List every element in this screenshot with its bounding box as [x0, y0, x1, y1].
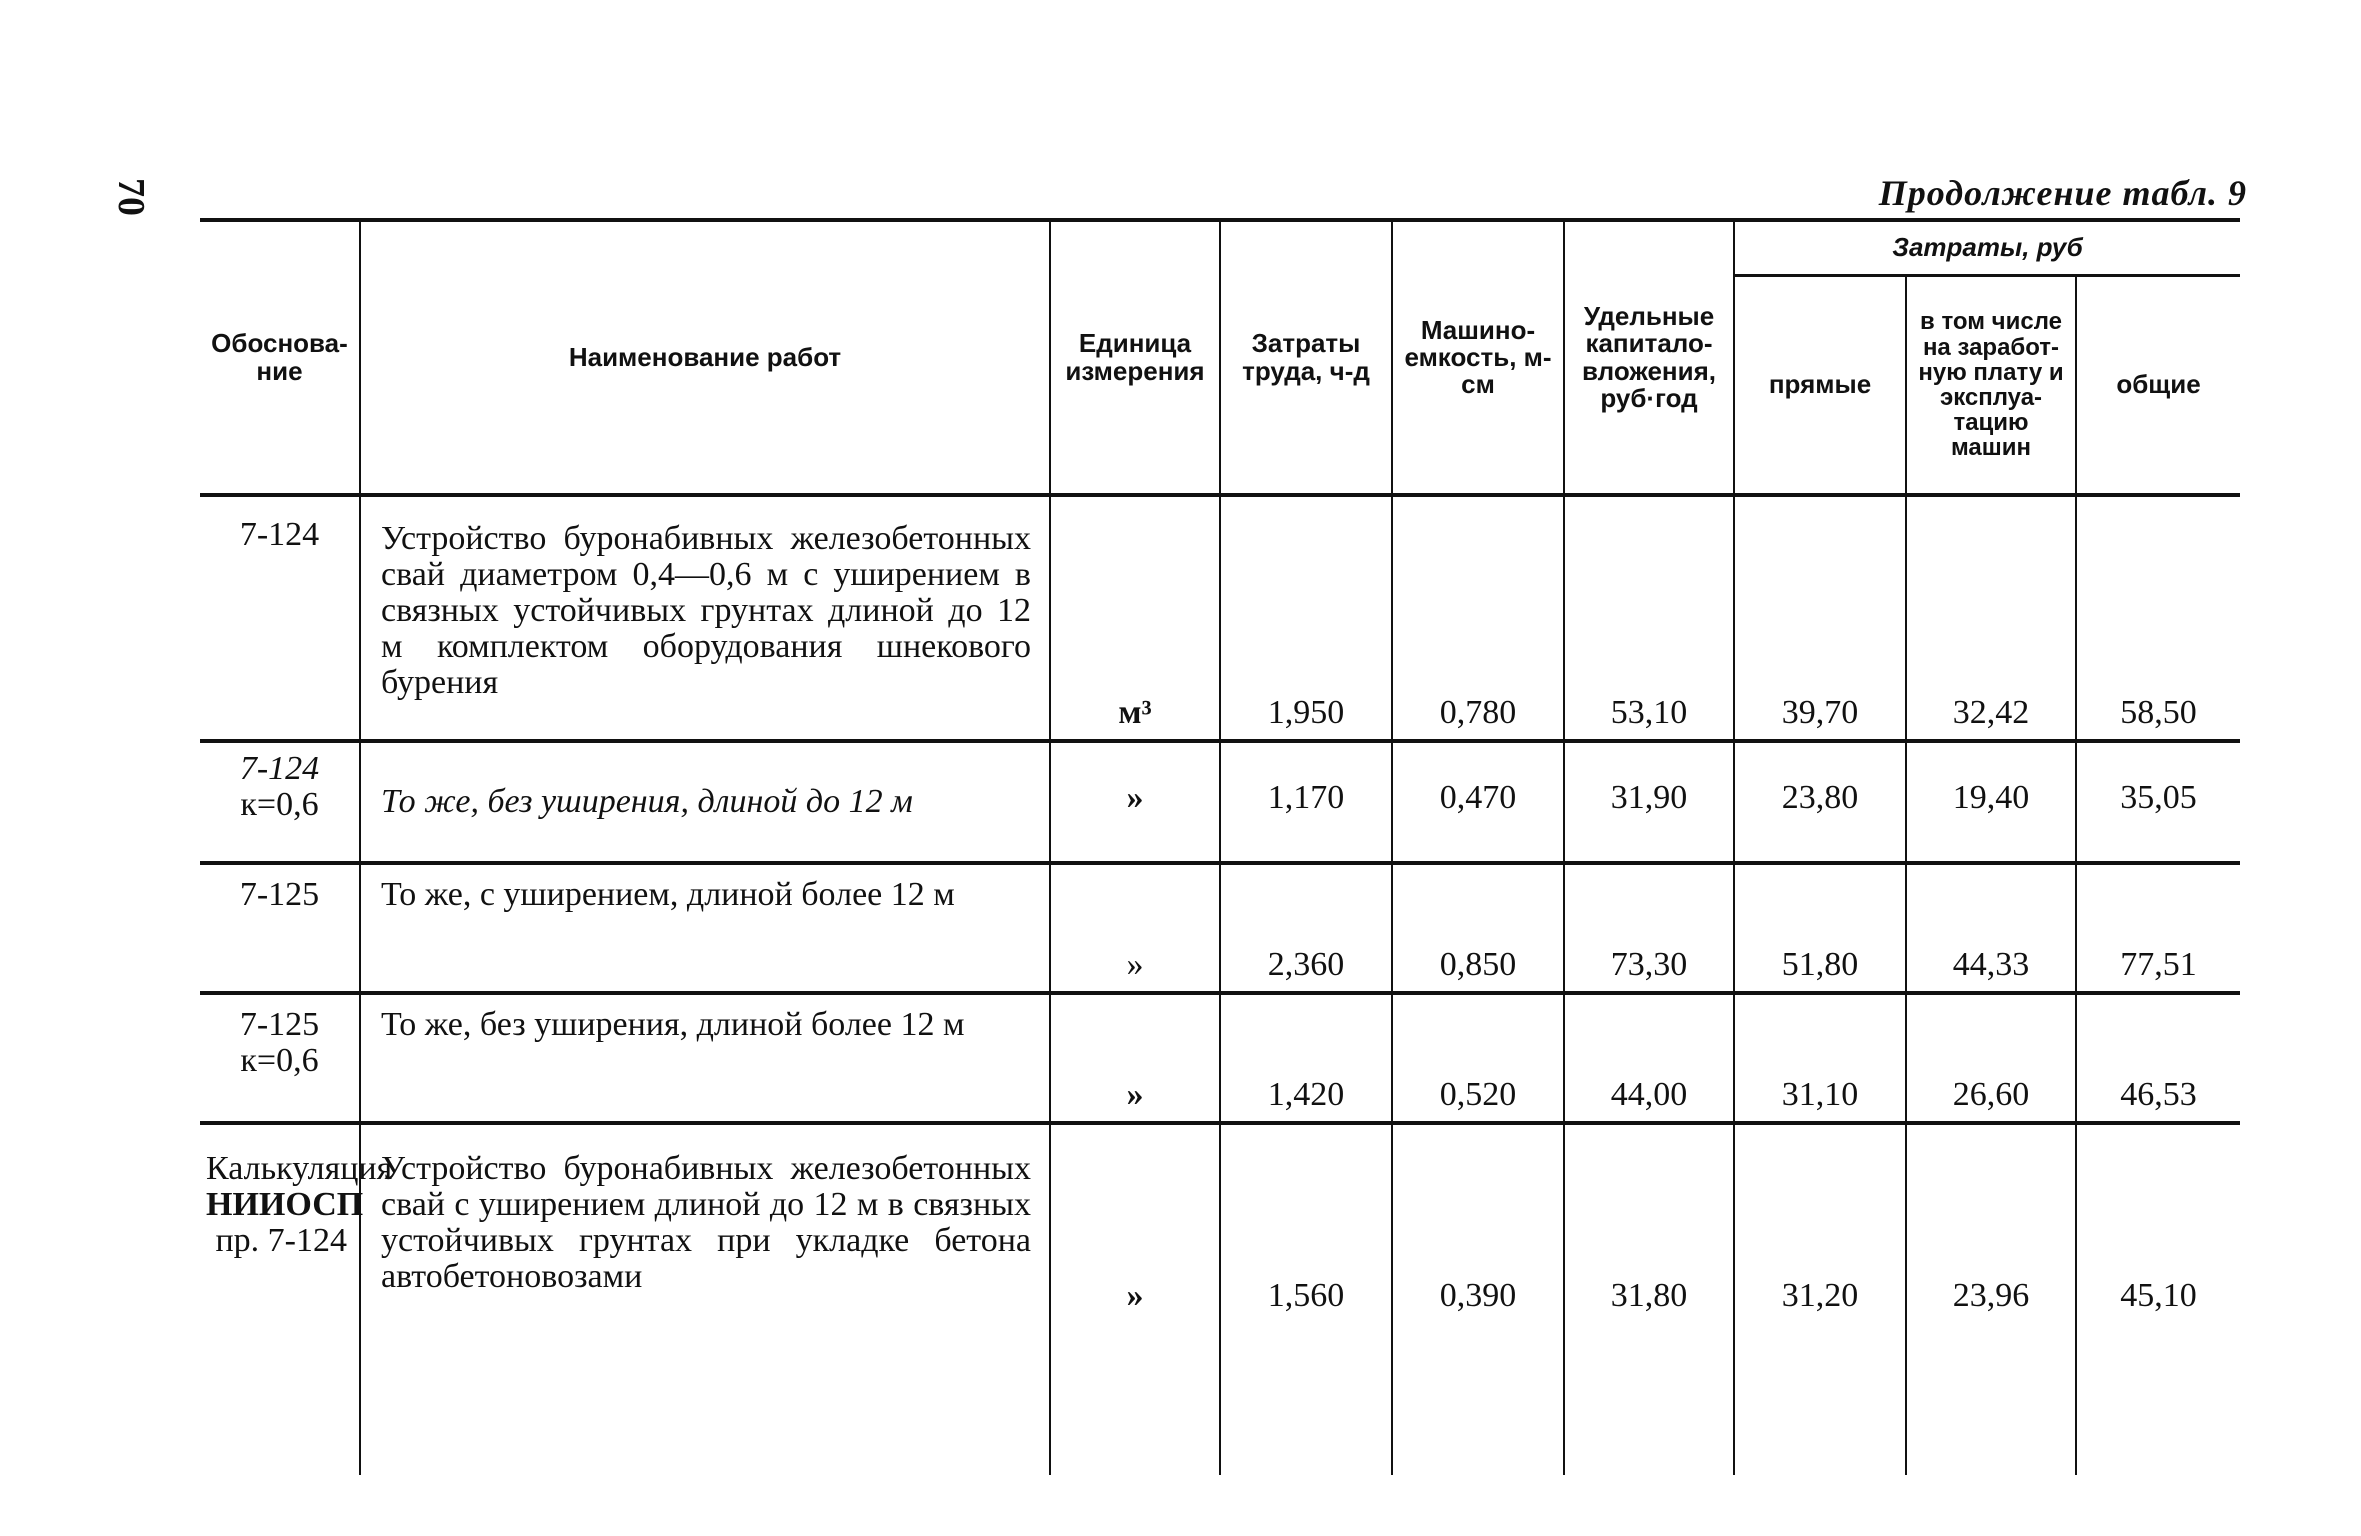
- header-incl-wages: в том числе на заработ-ную плату и эксплуа-тацию машин: [1906, 276, 2076, 496]
- header-costs-group: Затраты, руб: [1734, 220, 2240, 276]
- code-reference: пр. 7-124: [215, 1222, 347, 1260]
- header-labor: Затраты труда, ч-д: [1220, 220, 1392, 495]
- table-row: [200, 1123, 2240, 1475]
- row-unit: »: [1050, 993, 1220, 1123]
- row-work-name: То же, без уширения, длиной более 12 м: [360, 993, 1050, 1123]
- table-body: [200, 495, 2240, 1475]
- header-machine: Машино-емкость, м-см: [1392, 220, 1564, 495]
- header-capital: Удельные капитало-вложения, руб·год: [1564, 220, 1734, 495]
- header-basis: Обоснова-ние: [200, 220, 360, 495]
- row-direct: 39,70: [1734, 495, 1906, 741]
- row-unit: »: [1050, 863, 1220, 993]
- code-coefficient: к=0,6: [240, 786, 319, 824]
- table-row: [200, 863, 2240, 993]
- row-labor: 2,360: [1220, 863, 1392, 993]
- row-capital: 53,10: [1564, 495, 1734, 741]
- row-unit: м³: [1050, 495, 1220, 741]
- row-machine: 0,390: [1392, 1123, 1564, 1475]
- row-code: [200, 993, 360, 1123]
- row-labor: 1,560: [1220, 1123, 1392, 1475]
- row-machine: 0,470: [1392, 741, 1564, 863]
- row-total: 46,53: [2076, 993, 2240, 1123]
- row-labor: 1,170: [1220, 741, 1392, 863]
- row-machine: 0,780: [1392, 495, 1564, 741]
- row-unit: »: [1050, 1123, 1220, 1475]
- row-wages: 23,96: [1906, 1123, 2076, 1475]
- row-total: 58,50: [2076, 495, 2240, 741]
- table-row: [200, 993, 2240, 1123]
- table-header: [200, 220, 2240, 495]
- header-work-name: Наименование работ: [360, 220, 1050, 495]
- table-row: [200, 741, 2240, 863]
- row-total: 45,10: [2076, 1123, 2240, 1475]
- cost-table: [200, 218, 2240, 1475]
- row-total: 77,51: [2076, 863, 2240, 993]
- row-work-name: Устройство буронабивных железобетонных свай диаметром 0,4—0,6 м с уширением в связных устойчивых грунтах длиной до 12 м комплектом оборудования шнекового бурения: [360, 495, 1050, 741]
- table-caption: Продолжение табл. 9: [1878, 173, 2247, 213]
- row-machine: 0,520: [1392, 993, 1564, 1123]
- page-number: 70: [110, 178, 152, 216]
- row-capital: 44,00: [1564, 993, 1734, 1123]
- row-capital: 31,90: [1564, 741, 1734, 863]
- header-unit: Единица измерения: [1050, 220, 1220, 495]
- row-code: [200, 495, 360, 741]
- row-wages: 44,33: [1906, 863, 2076, 993]
- row-machine: 0,850: [1392, 863, 1564, 993]
- row-work-name: То же, без уширения, длиной до 12 м: [360, 741, 1050, 863]
- row-direct: 23,80: [1734, 741, 1906, 863]
- row-code: [200, 1123, 393, 1475]
- code-line: 7-124: [239, 516, 320, 553]
- row-wages: 19,40: [1906, 741, 2076, 863]
- code-line: 7-124: [239, 750, 320, 787]
- row-code: [200, 863, 360, 993]
- row-wages: 26,60: [1906, 993, 2076, 1123]
- row-labor: 1,950: [1220, 495, 1392, 741]
- row-unit: »: [1050, 741, 1220, 863]
- row-total: 35,05: [2076, 741, 2240, 863]
- code-line: Калькуляция: [206, 1150, 393, 1187]
- code-line: 7-125: [239, 876, 320, 913]
- code-line: 7-125: [239, 1006, 320, 1043]
- code-institute: НИИОСП: [206, 1186, 364, 1224]
- row-work-name: Устройство буронабивных железобетонных свай с уширением длиной до 12 м в связных устойчивых грунтах при укладке бетона автобетоновозами: [360, 1123, 1050, 1475]
- header-direct: прямые: [1734, 276, 1906, 496]
- row-direct: 31,20: [1734, 1123, 1906, 1475]
- row-labor: 1,420: [1220, 993, 1392, 1123]
- row-capital: 73,30: [1564, 863, 1734, 993]
- row-work-name: То же, с уширением, длиной более 12 м: [360, 863, 1050, 993]
- row-direct: 51,80: [1734, 863, 1906, 993]
- code-coefficient: к=0,6: [240, 1042, 319, 1080]
- header-total: общие: [2076, 276, 2240, 496]
- row-wages: 32,42: [1906, 495, 2076, 741]
- row-code: [200, 741, 360, 863]
- cost-table-container: [200, 218, 2240, 1398]
- row-direct: 31,10: [1734, 993, 1906, 1123]
- table-row: [200, 495, 2240, 741]
- row-capital: 31,80: [1564, 1123, 1734, 1475]
